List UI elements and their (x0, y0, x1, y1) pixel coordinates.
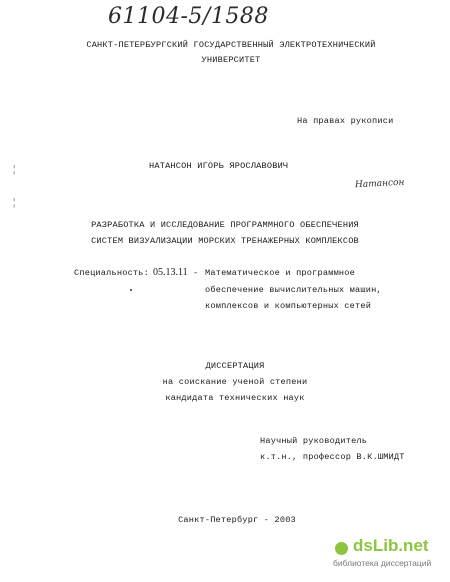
margin-mark: ¦ (13, 163, 16, 175)
author-signature: Натансон (354, 177, 405, 191)
specialty-dash: - (193, 268, 199, 278)
rights-note: На правах рукописи (297, 116, 394, 126)
specialty-text-cont: обеспечение вычислительных машин, (205, 285, 382, 295)
specialty-text: Математическое и программное (205, 268, 355, 278)
speck (130, 289, 132, 291)
margin-mark: ¦ (13, 196, 16, 208)
watermark-brand: dsLib.net (353, 536, 429, 555)
dissertation-title: РАЗРАБОТКА И ИССЛЕДОВАНИЕ ПРОГРАММНОГО ОБЕСПЕЧЕНИЯ (91, 220, 359, 230)
watermark-icon (335, 542, 348, 555)
institution-name-cont: УНИВЕРСИТЕТ (201, 55, 261, 65)
specialty-code: 05.13.11 (153, 267, 188, 278)
watermark-logo (333, 534, 443, 576)
dissertation-label: ДИССЕРТАЦИЯ (205, 361, 265, 371)
degree-purpose: на соискание ученой степени (162, 377, 308, 387)
supervisor-name: к.т.н., профессор В.К.ШМИДТ (260, 452, 405, 462)
supervisor-label: Научный руководитель (260, 436, 368, 446)
watermark-caption: библиотека диссертаций (333, 558, 432, 568)
degree-name: кандидата технических наук (165, 393, 305, 403)
specialty-text-cont: комплексов и компьютерных сетей (205, 301, 372, 311)
dissertation-title-cont: СИСТЕМ ВИЗУАЛИЗАЦИИ МОРСКИХ ТРЕНАЖЕРНЫХ КОМПЛЕКСОВ (91, 236, 359, 246)
author-name: НАТАНСОН ИГОРЬ ЯРОСЛАВОВИЧ (149, 161, 289, 171)
city-year: Санкт-Петербург - 2003 (178, 515, 296, 525)
specialty-label: Специальность: (74, 268, 149, 278)
handwritten-archive-number: 61104-5/1588 (108, 4, 269, 29)
institution-name: САНКТ-ПЕТЕРБУРГСКИЙ ГОСУДАРСТВЕННЫЙ ЭЛЕКТРОТЕХНИЧЕСКИЙ (86, 40, 376, 50)
